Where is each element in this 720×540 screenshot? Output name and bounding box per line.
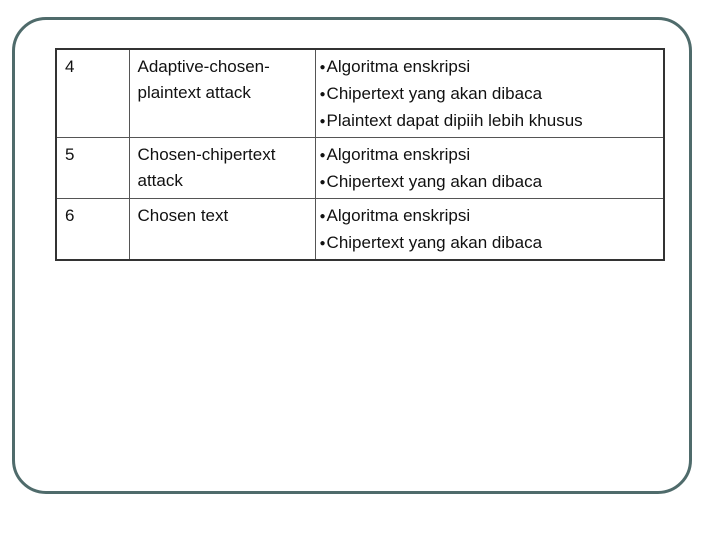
list-item [320, 142, 662, 169]
list-item-text: Chipertext yang akan dibaca [326, 172, 543, 191]
table-row [56, 138, 664, 199]
row-number: 6 [56, 199, 129, 261]
list-item [320, 108, 662, 135]
attack-type: Adaptive-chosen-plaintext attack [129, 49, 315, 138]
circle-bullet-icon: ● [319, 238, 326, 249]
list-item-text: Chipertext yang akan dibaca [326, 84, 543, 103]
row-number: 5 [56, 138, 129, 199]
attack-type: Chosen text [129, 199, 315, 261]
known-items-cell [315, 199, 664, 261]
circle-bullet-icon: ● [319, 116, 326, 127]
list-item [320, 169, 662, 196]
row-number: 4 [56, 49, 129, 138]
list-item [320, 203, 662, 230]
circle-bullet-icon: ● [319, 62, 326, 73]
attack-type: Chosen-chipertext attack [129, 138, 315, 199]
known-items-cell [315, 49, 664, 138]
attack-table [55, 48, 665, 261]
list-item-text: Algoritma enskripsi [326, 206, 471, 225]
circle-bullet-icon: ● [319, 89, 326, 100]
list-item-text: Algoritma enskripsi [326, 57, 471, 76]
list-item-text: Plaintext dapat dipiih lebih khusus [326, 111, 583, 130]
list-item-text: Chipertext yang akan dibaca [326, 233, 543, 252]
known-items-cell [315, 138, 664, 199]
circle-bullet-icon: ● [319, 211, 326, 222]
list-item [320, 81, 662, 108]
list-item [320, 54, 662, 81]
list-item-text: Algoritma enskripsi [326, 145, 471, 164]
table-row [56, 199, 664, 261]
list-item [320, 230, 662, 257]
circle-bullet-icon: ● [319, 150, 326, 161]
table-row [56, 49, 664, 138]
circle-bullet-icon: ● [319, 177, 326, 188]
